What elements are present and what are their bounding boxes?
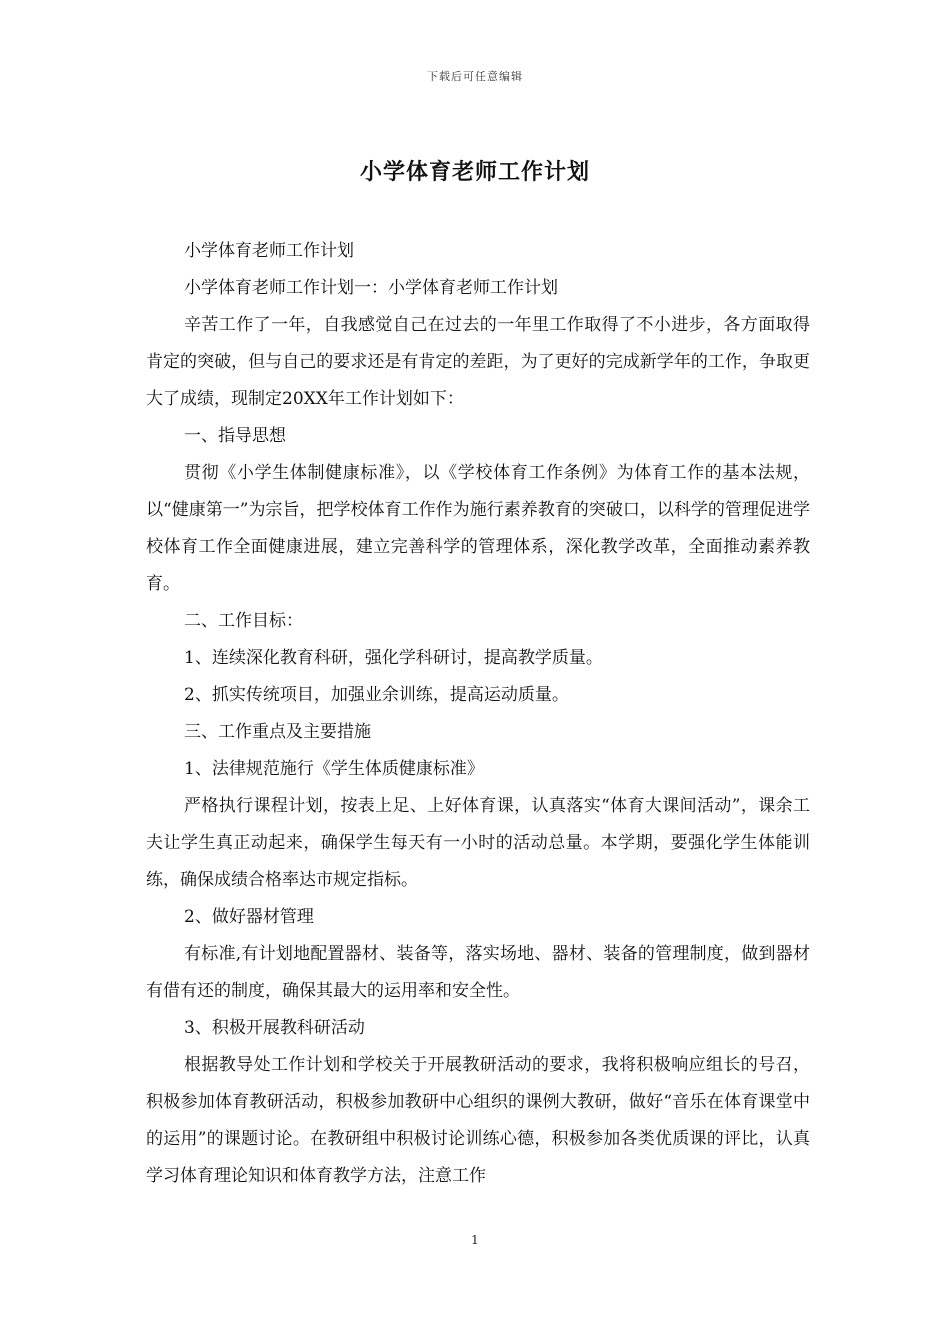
paragraph-intro: 辛苦工作了一年，自我感觉自己在过去的一年里工作取得了不小进步，各方面取得肯定的突破，但与自己的要求还是有肯定的差距，为了更好的完成新学年的工作，争取更大了成绩，现制定20XX年工作计划如下：: [146, 315, 810, 409]
paragraph-subtitle: 小学体育老师工作计划: [184, 241, 354, 261]
page-number: 1: [471, 1233, 479, 1247]
document-title: 小学体育老师工作计划: [359, 159, 590, 185]
subheading-measure-2: 2、做好器材管理: [184, 907, 314, 927]
paragraph-measure-1: 严格执行课程计划，按表上足、上好体育课，认真落实“体育大课间活动”，课余工夫让学生真正动起来，确保学生每天有一小时的活动总量。本学期，要强化学生体能训练，确保成绩合格率达市规定指标。: [146, 796, 810, 890]
paragraph-measure-3: 根据教导处工作计划和学校关于开展教研活动的要求，我将积极响应组长的号召，积极参加体育教研活动，积极参加教研中心组织的课例大教研，做好“音乐在体育课堂中的运用”的课题讨论。在教研组中积极讨论训练心德，积极参加各类优质课的评比，认真学习体育理论知识和体育教学方法，注意工作: [146, 1055, 810, 1186]
document-body: [146, 233, 810, 1195]
section-heading-guiding-thought: 一、指导思想: [184, 426, 286, 446]
paragraph-measure-2: 有标准,有计划地配置器材、装备等，落实场地、器材、装备的管理制度，做到器材有借有还的制度，确保其最大的运用率和安全性。: [146, 944, 810, 1001]
list-item-goal-1: 1、连续深化教育科研，强化学科研讨，提高教学质量。: [184, 648, 603, 668]
paragraph-guiding-thought: 贯彻《小学生体制健康标准》，以《学校体育工作条例》为体育工作的基本法规，以“健康第一”为宗旨，把学校体育工作作为施行素养教育的突破口，以科学的管理促进学校体育工作全面健康进展，建立完善科学的管理体系，深化教学改革，全面推动素养教育。: [146, 463, 810, 594]
section-heading-work-goals: 二、工作目标：: [184, 611, 303, 631]
subheading-measure-1: 1、法律规范施行《学生体质健康标准》: [184, 759, 484, 779]
section-heading-key-measures: 三、工作重点及主要措施: [184, 722, 371, 742]
subheading-measure-3: 3、积极开展教科研活动: [184, 1018, 365, 1038]
list-item-goal-2: 2、抓实传统项目，加强业余训练，提高运动质量。: [184, 685, 569, 705]
paragraph-plan-heading: 小学体育老师工作计划一：小学体育老师工作计划: [184, 278, 558, 298]
header-note: 下载后可任意编辑: [427, 70, 523, 83]
